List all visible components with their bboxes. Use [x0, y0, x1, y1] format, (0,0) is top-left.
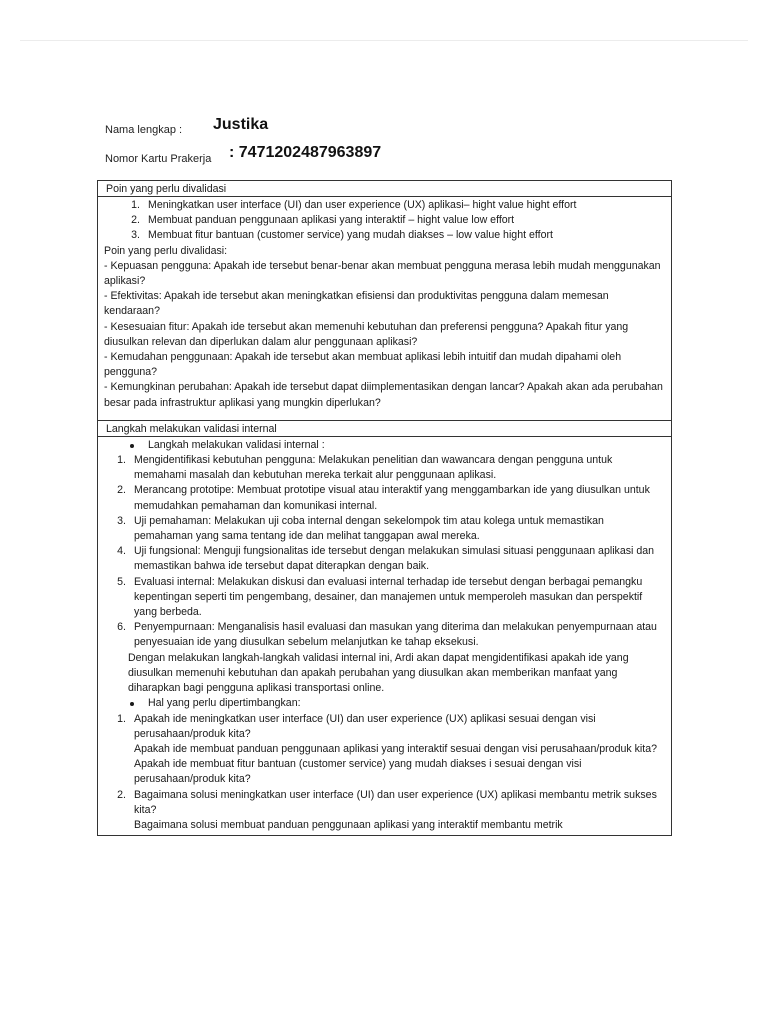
- bullet-text: Hal yang perlu dipertimbangkan:: [148, 697, 301, 710]
- list-item: [104, 453, 665, 483]
- bullet-item: [104, 696, 665, 711]
- consideration-line: Bagaimana solusi meningkatkan user interface (UI) dan user experience (UX) aplikasi membantu metrik sukses kita?: [134, 788, 657, 816]
- list-number: 3.: [117, 514, 126, 527]
- section1-subtitle: Poin yang perlu divalidasi:: [104, 244, 228, 257]
- section1-body: [98, 197, 671, 420]
- validation-table: [97, 180, 672, 836]
- list-number: 1.: [117, 454, 126, 467]
- validation-point: - Kemungkinan perubahan: Apakah ide tersebut dapat diimplementasikan dengan lancar? Apakah akan ada perubahan besar pada infrastruktur aplikasi yang mungkin diperlukan?: [104, 381, 663, 409]
- consideration-line: Apakah ide membuat fitur bantuan (customer service) yang mudah diakses i sesuai dengan visi perusahaan/produk kita?: [134, 758, 582, 786]
- name-label: Nama lengkap :: [105, 124, 183, 136]
- list-item: [104, 514, 665, 544]
- bullet-text: Langkah melakukan validasi internal :: [148, 438, 325, 451]
- consideration-line: Bagaimana solusi membuat panduan penggunaan aplikasi yang interaktif membantu metrik: [134, 818, 563, 831]
- list-number: 6.: [117, 621, 126, 634]
- list-number: 4.: [117, 545, 126, 558]
- list-item: [104, 788, 665, 834]
- list-item: [104, 228, 665, 243]
- validation-point: - Efektivitas: Apakah ide tersebut akan meningkatkan efisiensi dan produktivitas pengguna dalam memesan kendaraan?: [104, 290, 609, 318]
- bullet-icon: [104, 438, 148, 453]
- list-text: Penyempurnaan: Menganalisis hasil evaluasi dan masukan yang diterima dan melakukan penyempurnaan atau penyesuaian ide yang diusulkan sebelum melanjutkan ke tahap eksekusi.: [134, 621, 657, 649]
- list-number: 2.: [117, 788, 126, 801]
- list-text: Membuat panduan penggunaan aplikasi yang interaktif – hight value low effort: [148, 214, 515, 227]
- card-number-label: Nomor Kartu Prakerja: [105, 153, 212, 165]
- validation-point: - Kesesuaian fitur: Apakah ide tersebut akan memenuhi kebutuhan dan preferensi pengguna? Apakah fitur yang diusulkan relevan dan diperlukan dalam alur penggunaan aplikasi?: [104, 320, 629, 348]
- list-number: 1.: [131, 199, 140, 211]
- list-text: Mengidentifikasi kebutuhan pengguna: Melakukan penelitian dan wawancara dengan pengguna untuk memahami masalah dan kebutuhan mereka terkait alur penggunaan aplikasi.: [134, 454, 613, 482]
- list-text: Membuat fitur bantuan (customer service) yang mudah diakses – low value hight effort: [148, 229, 553, 242]
- list-number: 3.: [131, 229, 140, 242]
- list-item: [104, 483, 665, 513]
- bullet-icon: [104, 696, 148, 711]
- section2-header: Langkah melakukan validasi internal: [98, 420, 671, 437]
- summary-paragraph: Dengan melakukan langkah-langkah validasi internal ini, Ardi akan dapat mengidentifikasi apakah ide yang diusulkan memenuhi kebutuhan dan apakah perubahan yang diusulkan akan memberikan manfaat yang diharapkan bagi pengguna aplikasi transportasi online.: [128, 651, 629, 695]
- list-item: [104, 620, 665, 650]
- list-item: [104, 575, 665, 621]
- list-item: [104, 544, 665, 574]
- list-number: 2.: [131, 214, 140, 227]
- top-divider: [20, 40, 748, 41]
- list-item: [104, 213, 665, 228]
- validation-point: - Kepuasan pengguna: Apakah ide tersebut benar-benar akan membuat pengguna merasa lebih mudah menggunakan aplikasi?: [104, 259, 661, 288]
- list-number: 1.: [117, 712, 126, 725]
- card-number-value: : 7471202487963897: [229, 144, 382, 161]
- bullet-item: [104, 438, 665, 453]
- consideration-line: Apakah ide meningkatkan user interface (UI) dan user experience (UX) aplikasi sesuai dengan visi perusahaan/produk kita?: [134, 712, 596, 740]
- section1-header: Poin yang perlu divalidasi: [98, 181, 671, 197]
- list-number: 2.: [117, 484, 126, 497]
- validation-point: - Kemudahan penggunaan: Apakah ide tersebut akan membuat aplikasi lebih intuitif dan mudah dipahami oleh pengguna?: [104, 351, 622, 379]
- list-text: Evaluasi internal: Melakukan diskusi dan evaluasi internal terhadap ide tersebut dengan berbagai pemangku kepentingan seperti tim pengembang, desainer, dan manajemen untuk memperoleh masukan dan perspektif yang berbeda.: [134, 575, 643, 619]
- list-text: Merancang prototipe: Membuat prototipe visual atau interaktif yang menggambarkan ide yang diusulkan untuk memudahkan pemahaman dan komunikasi internal.: [134, 484, 650, 512]
- list-number: 5.: [117, 575, 126, 588]
- section2-body: [98, 437, 671, 835]
- list-item: [104, 712, 665, 788]
- consideration-line: Apakah ide membuat panduan penggunaan aplikasi yang interaktif sesuai dengan visi perusahaan/produk kita?: [134, 742, 657, 755]
- list-item: [104, 198, 665, 213]
- name-value: Justika: [213, 116, 269, 133]
- list-text: Uji pemahaman: Melakukan uji coba internal dengan sekelompok tim atau kolega untuk memastikan pemahaman yang sama tentang ide dan melihat tanggapan awal mereka.: [134, 514, 604, 543]
- list-text: Uji fungsional: Menguji fungsionalitas ide tersebut dengan melakukan simulasi situasi penggunaan aplikasi dan memastikan bahwa ide tersebut dapat diterapkan dengan baik.: [134, 545, 655, 573]
- list-text: Meningkatkan user interface (UI) dan user experience (UX) aplikasi– hight value hight effort: [148, 199, 577, 211]
